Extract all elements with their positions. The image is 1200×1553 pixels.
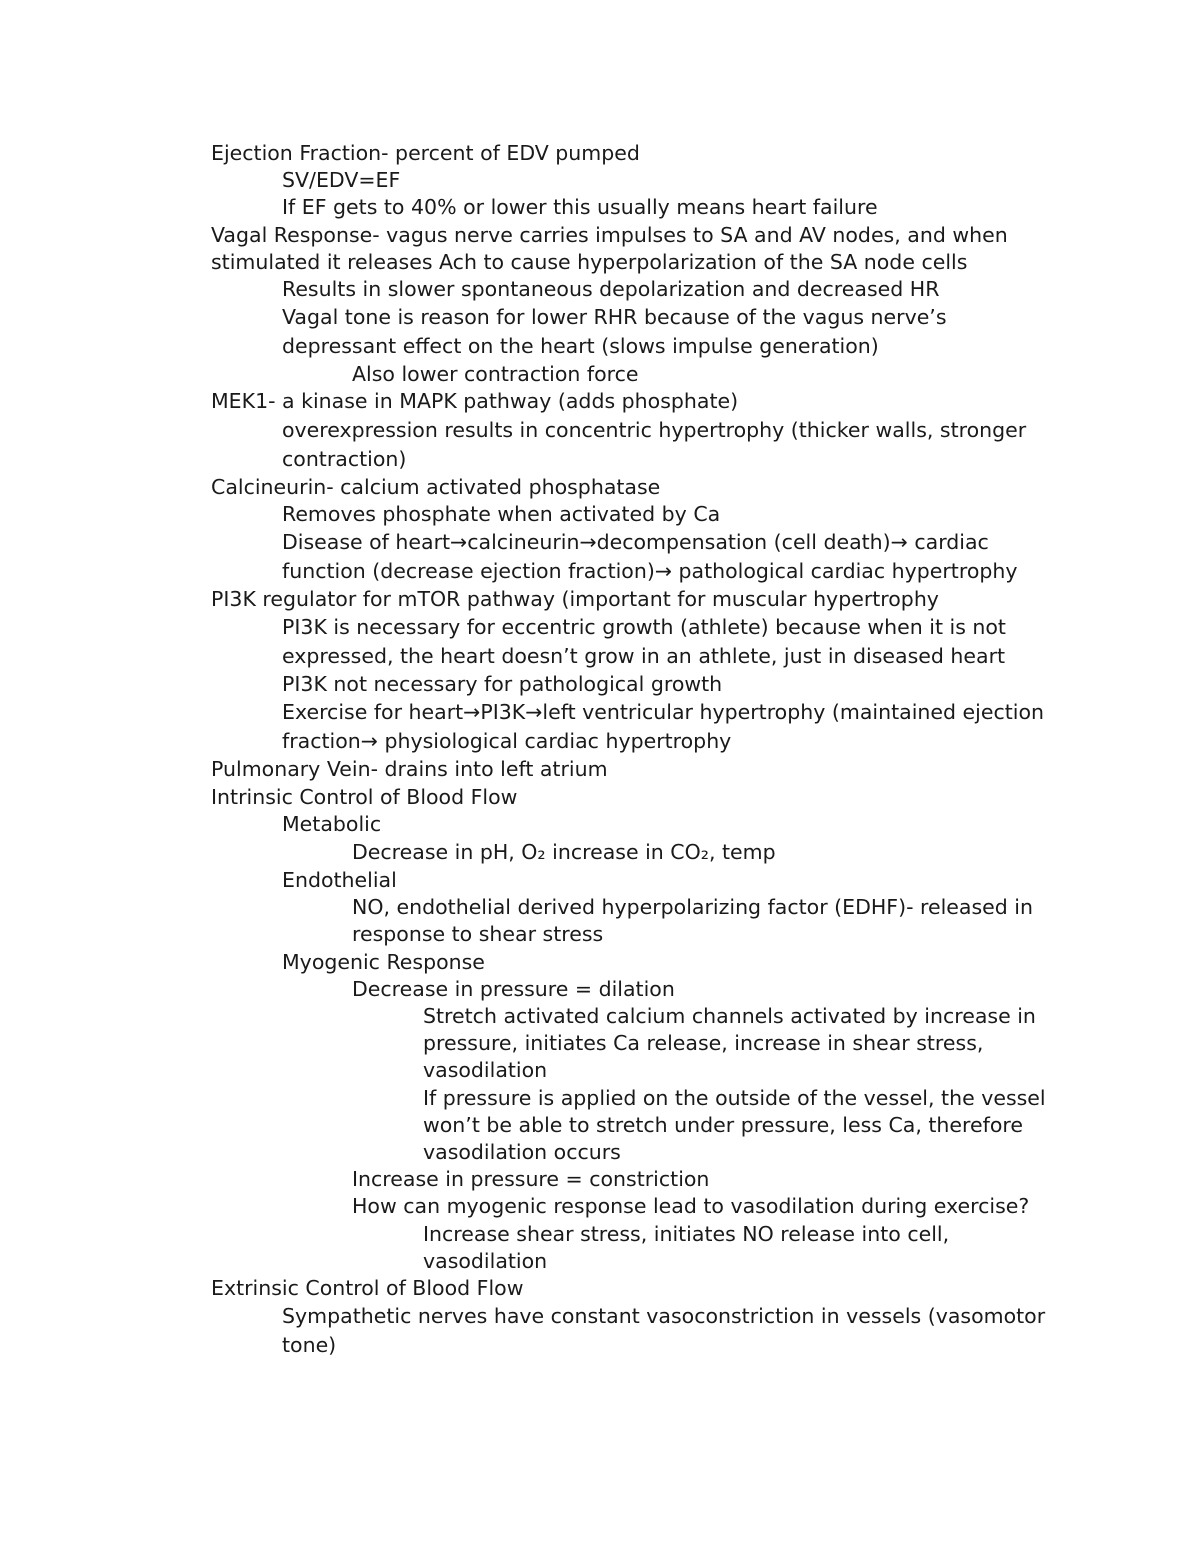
- outline-item-text: Intrinsic Control of Blood Flow: [211, 784, 518, 809]
- outline-item-text: Results in slower spontaneous depolarization and decreased HR: [282, 277, 940, 302]
- outline-item-level-1: [0, 501, 1050, 528]
- outline-item-text: Also lower contraction force: [352, 362, 639, 387]
- outline-item-text: Sympathetic nerves have constant vasoconstriction in vessels (vasomotor tone): [282, 1304, 1046, 1358]
- outline-item-level-2: [0, 838, 1052, 867]
- outline-item-level-3: [0, 1085, 1053, 1167]
- outline-item-level-2: [0, 1166, 1052, 1193]
- outline-item-text: Stretch activated calcium channels activated by increase in pressure, initiates Ca release, increase in shear stress, vasodilation: [423, 1004, 1036, 1083]
- outline-item-level-1: [0, 303, 1050, 361]
- outline-item-text: SV/EDV=EF: [282, 168, 401, 193]
- outline-item-text: PI3K regulator for mTOR pathway (important for muscular hypertrophy: [211, 587, 939, 612]
- outline-item-level-2: [0, 976, 1052, 1003]
- outline-item-text: Vagal tone is reason for lower RHR because of the vagus nerve’s depressant effect on the heart (slows impulse generation): [282, 305, 947, 359]
- outline-item-level-0: [0, 586, 1056, 613]
- outline-item-level-3: [0, 1221, 1053, 1275]
- outline-item-text: MEK1- a kinase in MAPK pathway (adds phosphate): [211, 389, 739, 414]
- outline-item-text: How can myogenic response lead to vasodilation during exercise?: [352, 1194, 1030, 1219]
- outline-item-level-1: [0, 1302, 1050, 1360]
- outline-item-text: Exercise for heart→PI3K→left ventricular hypertrophy (maintained ejection fraction→ physiological cardiac hypertrophy: [282, 700, 1044, 754]
- outline-item-level-1: [0, 949, 1050, 976]
- outline-item-text: NO, endothelial derived hyperpolarizing factor (EDHF)- released in response to shear stress: [352, 895, 1033, 947]
- outline-item-level-1: [0, 276, 1050, 303]
- outline-item-text: Decrease in pH, O₂ increase in CO₂, temp: [352, 840, 776, 865]
- outline-item-level-1: [0, 867, 1050, 894]
- outline-item-level-1: [0, 698, 1050, 756]
- outline-item-level-2: [0, 894, 1052, 948]
- outline-item-level-1: [0, 416, 1050, 474]
- outline-item-level-0: [0, 474, 1056, 501]
- outline-item-text: Increase in pressure = constriction: [352, 1167, 710, 1192]
- outline-item-level-1: [0, 528, 1050, 586]
- outline-item-text: PI3K not necessary for pathological growth: [282, 672, 723, 697]
- outline-item-level-0: [0, 140, 1056, 167]
- outline-item-level-2: [0, 1193, 1052, 1220]
- outline-item-text: Metabolic: [282, 811, 382, 836]
- outline-item-text: Decrease in pressure = dilation: [352, 976, 675, 1001]
- outline-item-level-1: [0, 194, 1050, 221]
- outline-item-text: Removes phosphate when activated by Ca: [282, 501, 721, 526]
- outline-item-level-1: [0, 811, 1050, 838]
- outline-item-text: Ejection Fraction- percent of EDV pumped: [211, 141, 640, 165]
- outline-item-text: Pulmonary Vein- drains into left atrium: [211, 757, 608, 782]
- notes-list: [0, 140, 1200, 1360]
- outline-item-text: Myogenic Response: [282, 949, 485, 974]
- outline-item-text: Disease of heart→calcineurin→decompensation (cell death)→ cardiac function (decrease ejection fraction)→ pathological cardiac hypertrophy: [282, 530, 1018, 584]
- outline-item-level-1: [0, 167, 1050, 194]
- outline-item-text: Vagal Response- vagus nerve carries impulses to SA and AV nodes, and when stimulated it releases Ach to cause hyperpolarization of the SA node cells: [211, 222, 1008, 274]
- outline-item-text: If EF gets to 40% or lower this usually means heart failure: [282, 195, 878, 220]
- outline-item-text: Extrinsic Control of Blood Flow: [211, 1276, 524, 1301]
- outline-item-text: Endothelial: [282, 868, 397, 893]
- outline-item-text: If pressure is applied on the outside of the vessel, the vessel won’t be able to stretch under pressure, less Ca, therefore vasodilation occurs: [423, 1085, 1046, 1165]
- outline-item-level-0: [0, 388, 1056, 415]
- outline-item-level-0: [0, 784, 1056, 811]
- outline-item-level-2: [0, 361, 1052, 388]
- outline-item-text: Calcineurin- calcium activated phosphatase: [211, 474, 661, 499]
- outline-item-level-0: [0, 222, 1056, 276]
- outline-item-level-1: [0, 671, 1050, 698]
- outline-item-level-3: [0, 1003, 1053, 1085]
- outline-item-level-0: [0, 756, 1056, 783]
- outline-item-level-0: [0, 1275, 1056, 1302]
- outline-item-text: Increase shear stress, initiates NO release into cell, vasodilation: [423, 1221, 950, 1273]
- outline-item-text: overexpression results in concentric hypertrophy (thicker walls, stronger contraction): [282, 417, 1027, 471]
- outline-item-text: PI3K is necessary for eccentric growth (athlete) because when it is not expressed, the heart doesn’t grow in an athlete, just in diseased heart: [282, 615, 1006, 669]
- outline-item-level-1: [0, 613, 1050, 671]
